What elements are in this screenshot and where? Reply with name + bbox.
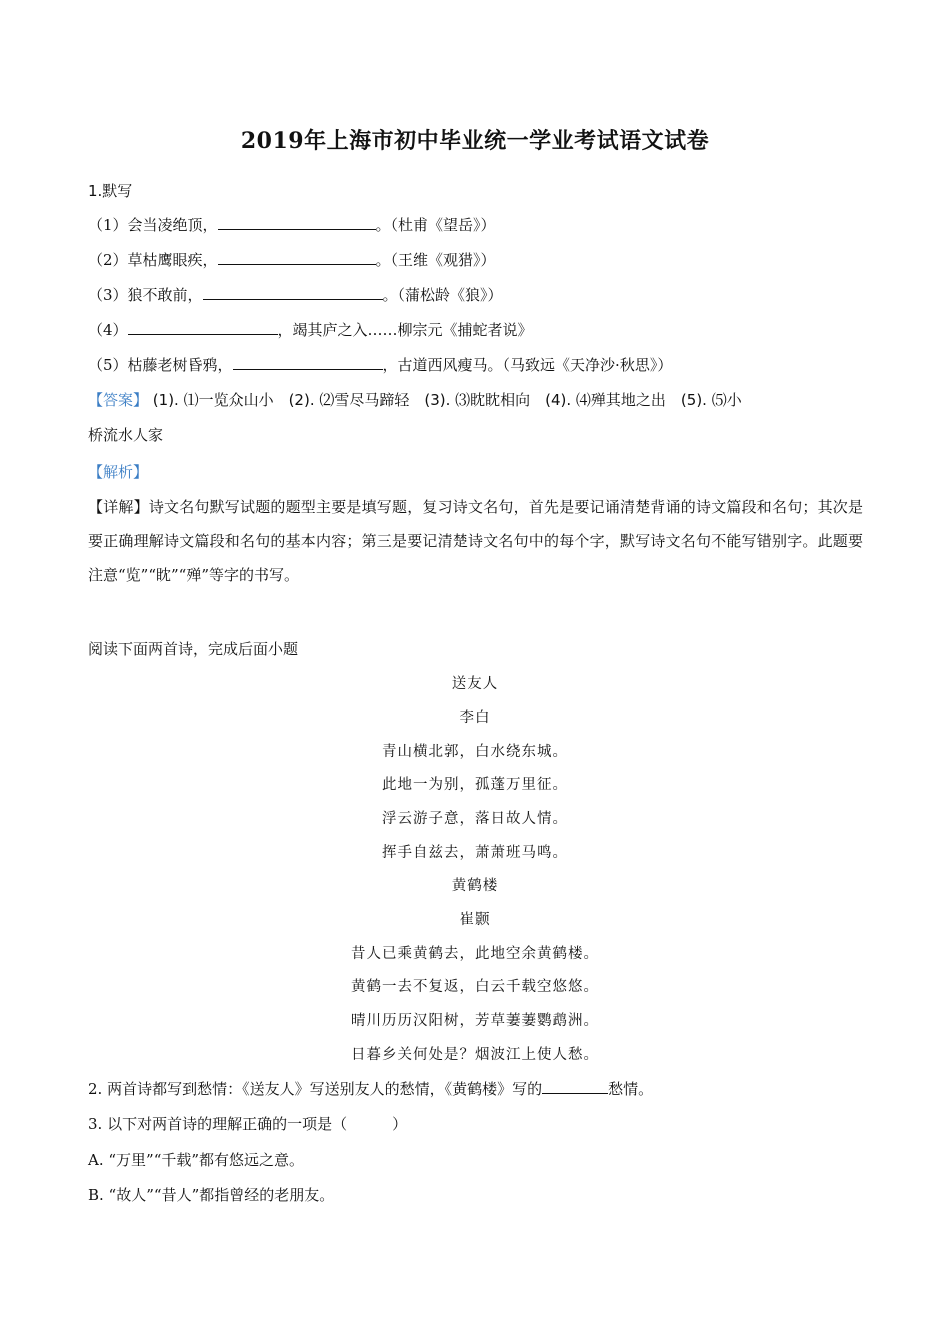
answer-text-1: (1). ⑴一览众山小 (2). ⑵雪尽马蹄轻 (3). ⑶眈眈相向 (4). ⑷殚其地之出 (5). ⑸小 — [152, 391, 742, 409]
q1-item-4-suffix: ，竭其庐之入……柳宗元《捕蛇者说》 — [277, 321, 533, 339]
q2-text-after: 愁情。 — [608, 1080, 654, 1098]
q3-stem: 3. 以下对两首诗的理解正确的一项是（ ） — [88, 1115, 408, 1133]
poem1-line: 挥手自兹去，萧萧班马鸣。 — [382, 845, 568, 861]
q1-answer-line-2: 桥流水人家 — [88, 426, 164, 444]
detail-text: 诗文名句默写试题的题型主要是填写题，复习诗文名句，首先是要记诵清楚背诵的诗文篇段和名句；其次是要正确理解诗文篇段和名句的基本内容；第三是要记清楚诗文名句中的每个字，默写诗文名句不能写错别字。此题要注意“览”“眈”“殚”等字的书写。 — [88, 498, 863, 584]
answer-tag: 【答案】 — [88, 391, 149, 409]
poem1-line: 浮云游子意，落日故人情。 — [382, 811, 568, 827]
q1-item-5-blank — [233, 355, 383, 370]
q1-item-3-prefix: （3）狼不敢前， — [88, 286, 203, 304]
q1-item-1 — [88, 214, 862, 236]
page-title: 2019年上海市初中毕业统一学业考试语文试卷 — [240, 128, 710, 154]
poem2-line: 晴川历历汉阳树，芳草萋萋鹦鹉洲。 — [351, 1013, 599, 1029]
poem1-author: 李白 — [459, 710, 491, 726]
reading-intro: 阅读下面两首诗，完成后面小题 — [88, 640, 299, 658]
q1-item-2-suffix: 。（王维《观猎》） — [375, 251, 496, 269]
q1-item-2 — [88, 249, 862, 271]
analysis-tag: 【解析】 — [88, 463, 149, 481]
q3-option-a: A. “万里”“千载”都有悠远之意。 — [88, 1151, 305, 1169]
q1-item-5 — [88, 354, 862, 376]
q1-item-4 — [88, 319, 862, 341]
q2-text-before: 2. 两首诗都写到愁情：《送友人》写送别友人的愁情，《黄鹤楼》写的 — [88, 1080, 543, 1098]
poem2-line: 昔人已乘黄鹤去，此地空余黄鹤楼。 — [351, 946, 599, 962]
poem1-line: 此地一为别，孤蓬万里征。 — [382, 777, 568, 793]
detail-tag: 【详解】 — [88, 498, 149, 516]
q1-item-1-prefix: （1）会当凌绝顶， — [88, 216, 218, 234]
q1-item-4-blank — [128, 320, 278, 335]
q2-line — [88, 1078, 862, 1100]
poem1-line: 青山横北郭，白水绕东城。 — [382, 744, 568, 760]
q1-item-3 — [88, 284, 862, 306]
detail-paragraph — [88, 490, 863, 592]
q1-item-5-prefix: （5）枯藤老树昏鸦， — [88, 356, 233, 374]
q1-item-5-suffix: ，古道西风瘦马。（马致远《天净沙·秋思》） — [382, 356, 673, 374]
q1-answer-line — [88, 389, 862, 411]
poem2-line: 日暮乡关何处是？烟波江上使人愁。 — [351, 1047, 599, 1063]
q1-item-4-prefix: （4） — [88, 321, 128, 339]
poem2-title: 黄鹤楼 — [451, 878, 499, 894]
q1-item-1-suffix: 。（杜甫《望岳》） — [375, 216, 496, 234]
q3-option-b: B. “故人”“昔人”都指曾经的老朋友。 — [88, 1186, 335, 1204]
q1-item-3-suffix: 。（蒲松龄《狼》） — [382, 286, 503, 304]
q2-blank — [542, 1079, 608, 1094]
q1-item-1-blank — [218, 215, 376, 230]
poem2-author: 崔颢 — [459, 912, 491, 928]
q1-item-3-blank — [203, 285, 383, 300]
poem2-line: 黄鹤一去不复返，白云千载空悠悠。 — [351, 979, 599, 995]
q1-item-2-blank — [218, 250, 376, 265]
q1-item-2-prefix: （2）草枯鹰眼疾， — [88, 251, 218, 269]
q1-heading: 1.默写 — [88, 182, 133, 200]
poem1-title: 送友人 — [451, 676, 499, 692]
